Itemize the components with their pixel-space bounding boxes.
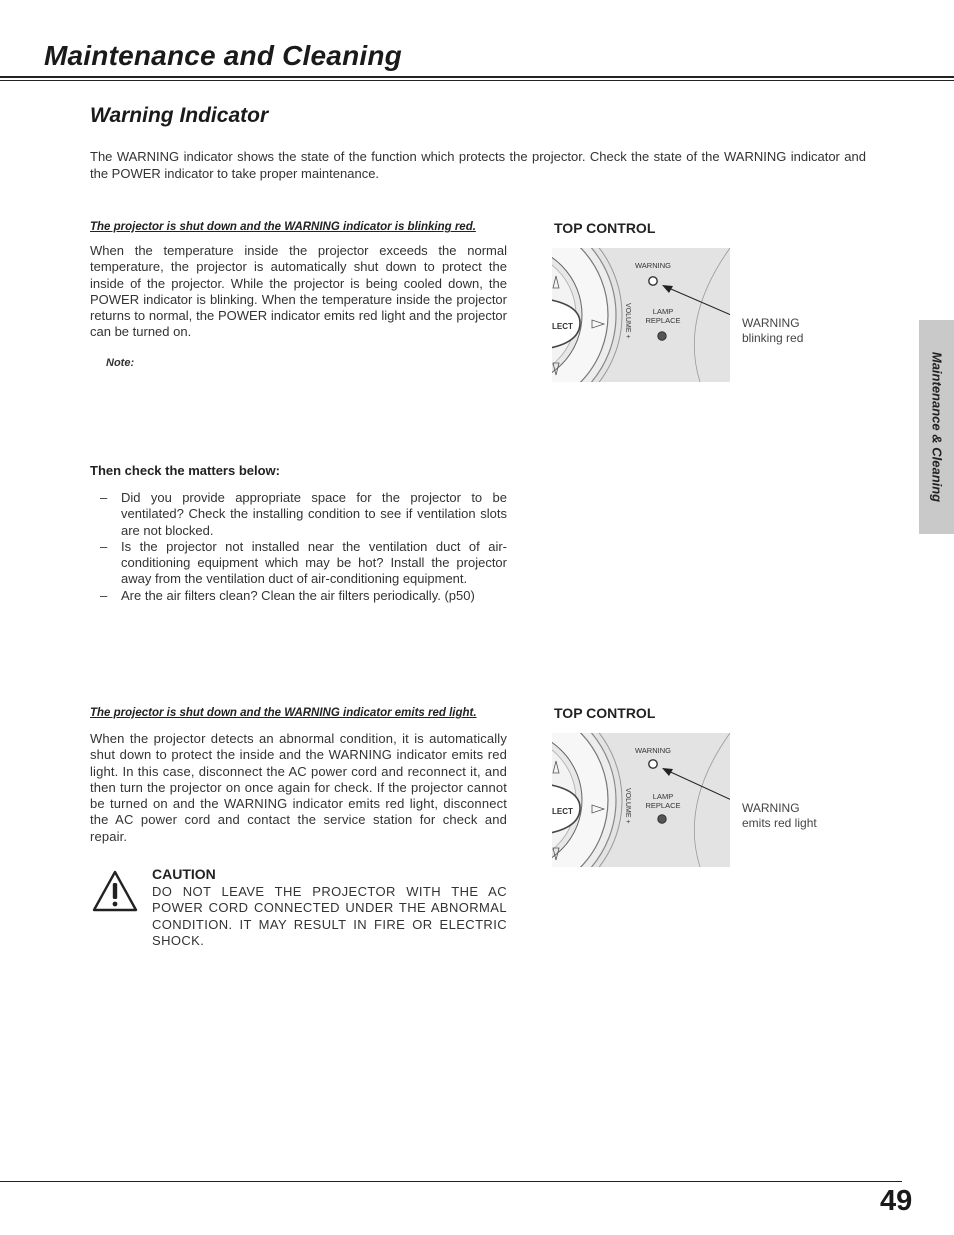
top-control-illustration [552, 733, 730, 867]
diagram1-callout [742, 316, 803, 346]
diagram2-callout [742, 801, 817, 831]
svg-text:REPLACE: REPLACE [645, 316, 681, 325]
side-tab-label: Maintenance & Cleaning [929, 351, 944, 503]
svg-text:LAMP: LAMP [652, 307, 674, 316]
svg-text:WARNING: WARNING [635, 261, 671, 270]
case2-heading: The projector is shut down and the WARNING indicator emits red light. [90, 707, 477, 719]
list-item: – Are the air filters clean? Clean the air filters periodically. (p50) [100, 587, 475, 603]
header-rule-thin [0, 80, 954, 81]
diagram2-title: TOP CONTROL [554, 705, 656, 721]
top-control-illustration [552, 248, 730, 382]
case1-body: When the temperature inside the projector exceeds the normal temperature, the projector is automatically shut down to protect the inside of the projector. While the projector is being cooled down, the POWER indicator is blinking. When the temperature inside the projector returns to normal, the POWER indicator emits red light and the projector can be turned on. [90, 243, 507, 340]
callout-label: WARNING [742, 316, 800, 330]
diagram1-title: TOP CONTROL [554, 220, 656, 236]
note-label: Note: [106, 357, 135, 369]
top-control-panel-2 [552, 733, 730, 867]
intro-paragraph: The WARNING indicator shows the state of the function which protects the projector. Check the state of the WARNING indicator and the POWER indicator to take proper maintenance. [90, 149, 866, 181]
svg-text:VOLUME +: VOLUME + [624, 303, 631, 339]
svg-text:LECT: LECT [552, 322, 573, 331]
case2-body: When the projector detects an abnormal condition, it is automatically shut down to protect the inside and the WARNING indicator emits red light. In this case, disconnect the AC power cord and reconnect it, and then turn the projector on once again for check. If the projector cannot be turned on and the WARNING indicator emits red light, disconnect the AC power cord and contact the service station for check and repair. [90, 731, 507, 844]
warning-triangle-icon [92, 870, 138, 912]
list-item: – Did you provide appropriate space for the projector to be ventilated? Check the installing condition to see if ventilation slots are not blocked. [100, 490, 507, 538]
footer-rule [0, 1181, 902, 1182]
section-title: Warning Indicator [90, 104, 269, 127]
callout-state: blinking red [742, 331, 804, 345]
svg-text:LECT: LECT [552, 807, 573, 816]
svg-text:REPLACE: REPLACE [645, 801, 681, 810]
callout-state: emits red light [742, 816, 817, 830]
list-item: – Is the projector not installed near the ventilation duct of air-conditioning equipment which may be hot? Install the projector away from the ventilation duct of air-conditioning equipment. [100, 538, 507, 587]
case1-heading: The projector is shut down and the WARNING indicator is blinking red. [90, 221, 476, 233]
page-title: Maintenance and Cleaning [44, 40, 402, 71]
svg-text:WARNING: WARNING [635, 746, 671, 755]
svg-text:LAMP: LAMP [652, 792, 674, 801]
then-check-heading: Then check the matters below: [90, 463, 280, 478]
check-list [100, 490, 507, 604]
chapter-side-tab [919, 320, 954, 534]
svg-text:VOLUME +: VOLUME + [624, 788, 631, 824]
top-control-panel-1 [552, 248, 730, 382]
page-number: 49 [880, 1185, 913, 1217]
callout-label: WARNING [742, 801, 800, 815]
header-rule [0, 76, 954, 78]
caution-text: DO NOT LEAVE THE PROJECTOR WITH THE AC POWER CORD CONNECTED UNDER THE ABNORMAL CONDITION. IT MAY RESULT IN FIRE OR ELECTRIC SHOCK. [152, 884, 507, 948]
caution-title: CAUTION [152, 866, 216, 882]
